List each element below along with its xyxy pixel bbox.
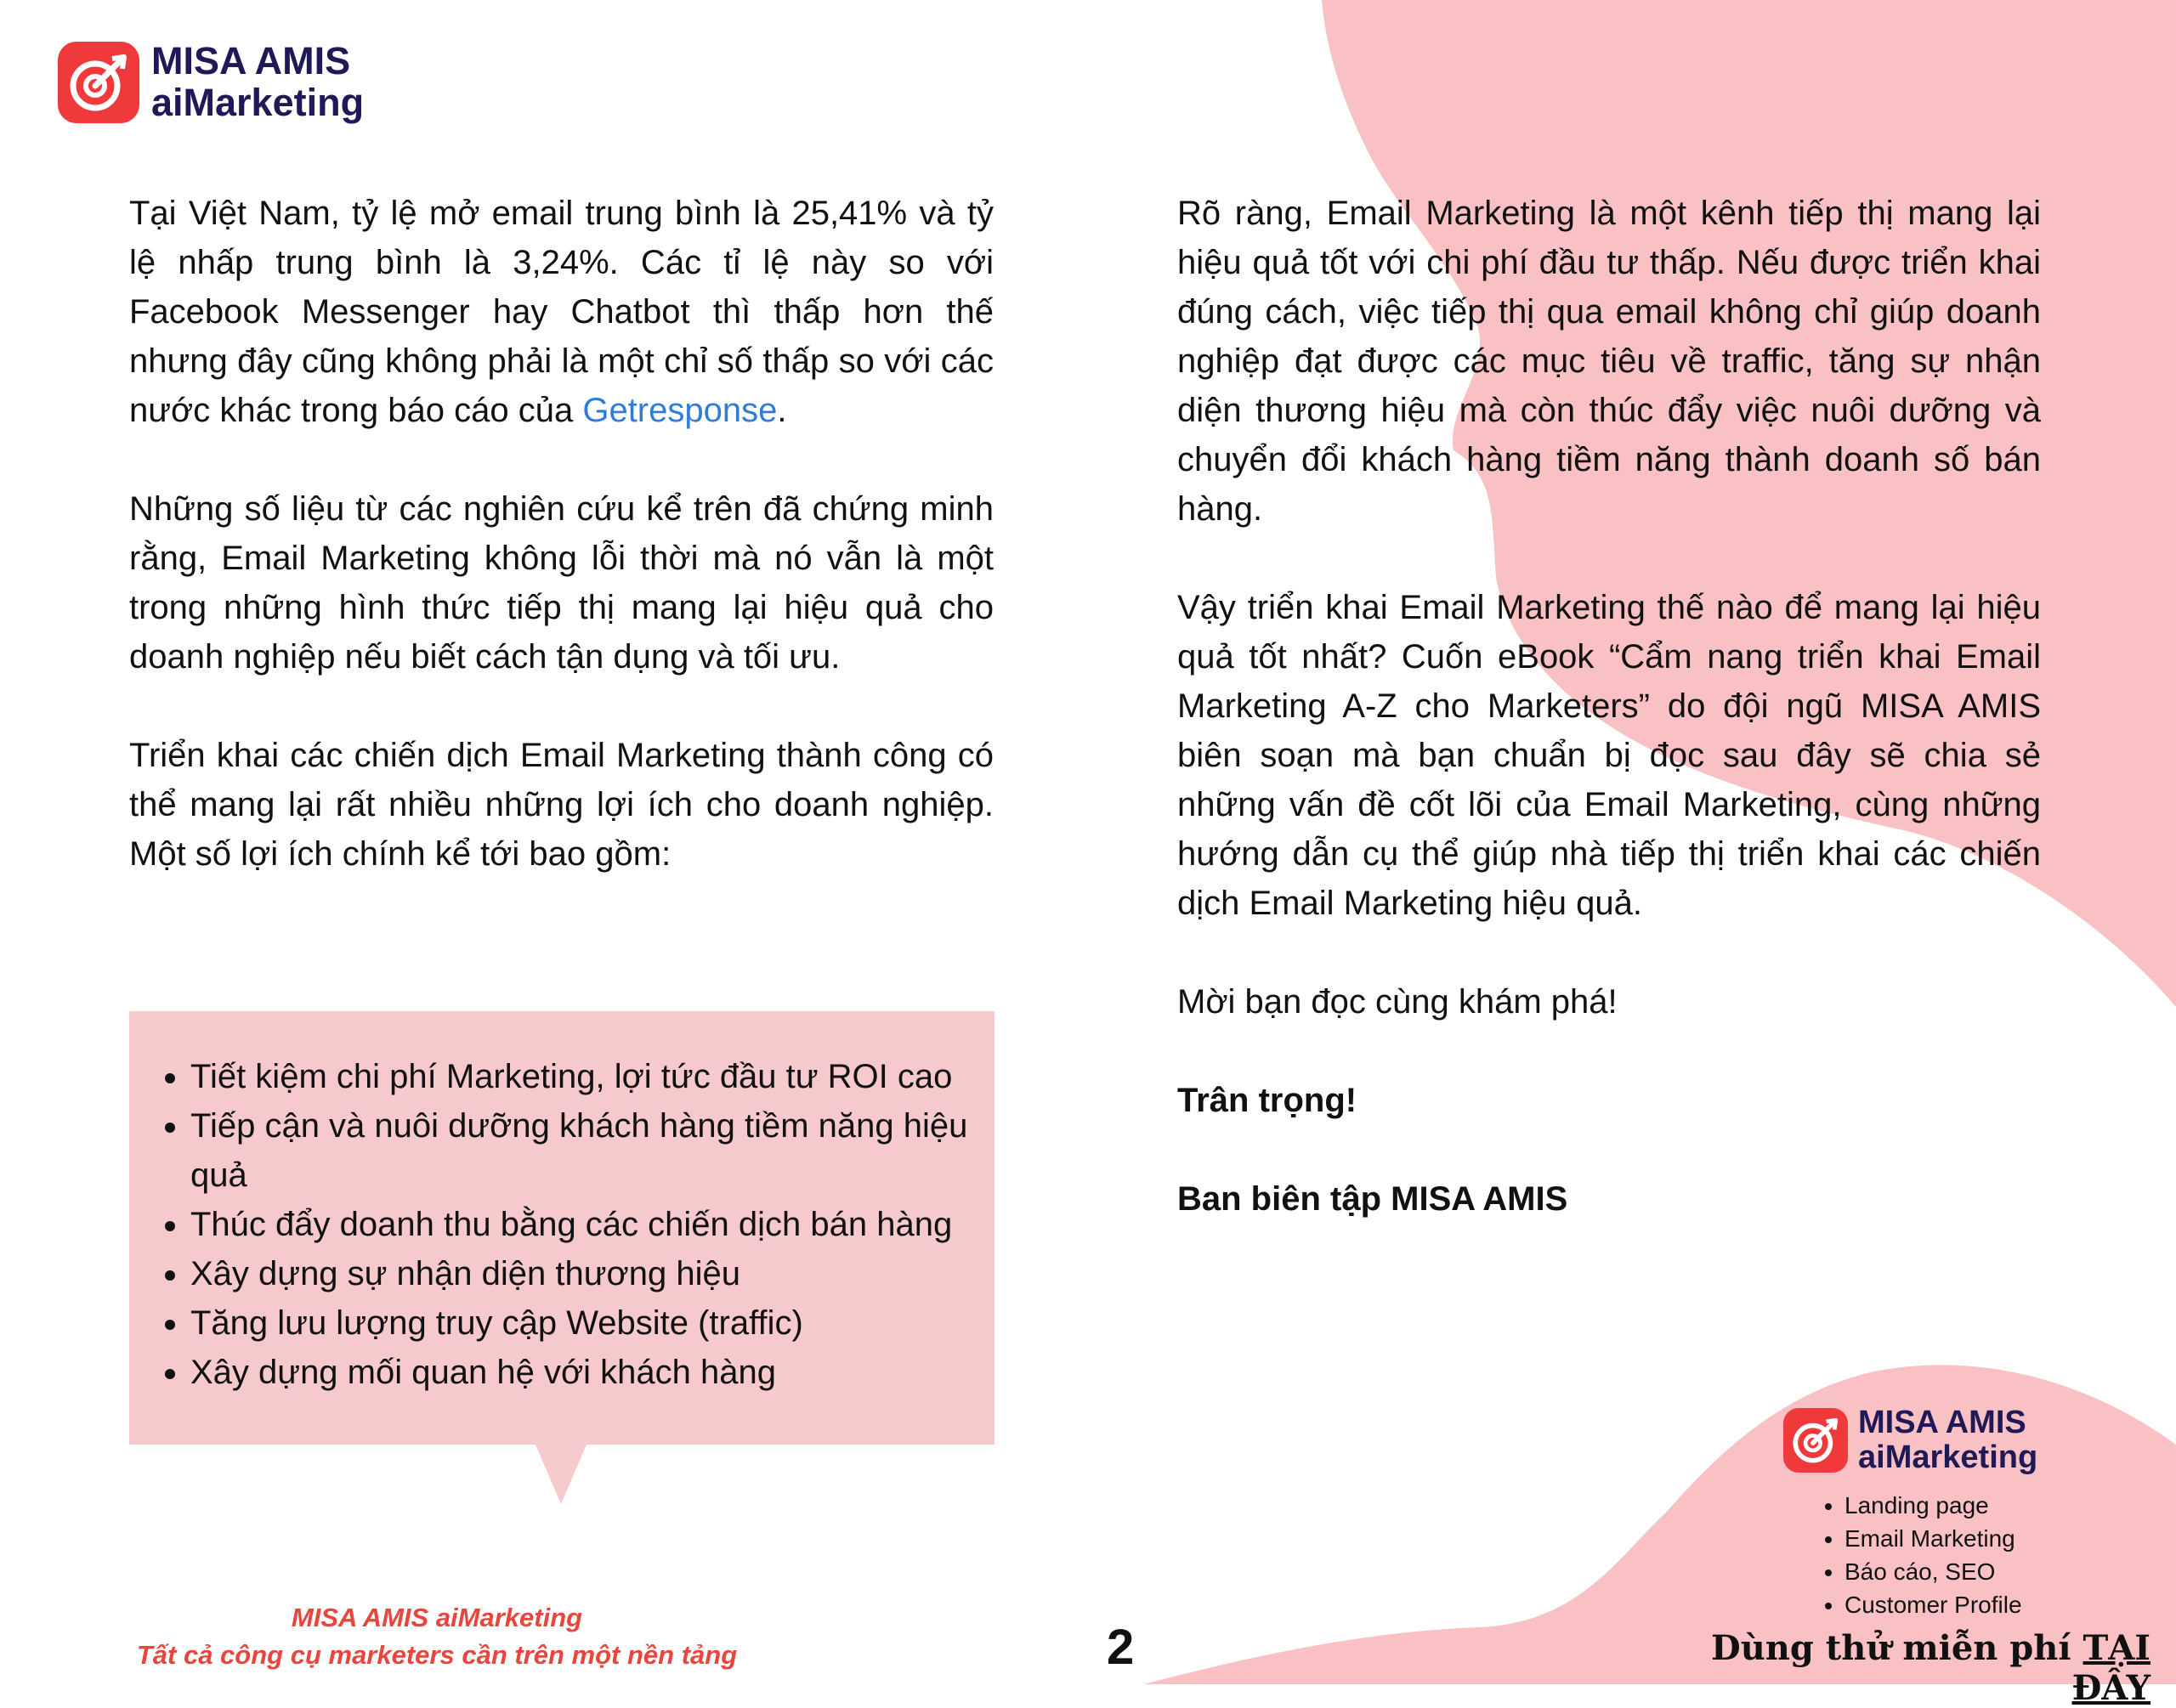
benefits-callout <box>129 1011 994 1445</box>
benefits-intro-paragraph: Triển khai các chiến dịch Email Marketing thành công có thể mang lại rất nhiều những lợi ích cho doanh nghiệp. Một số lợi ích chính kể tới bao gồm: <box>129 737 994 873</box>
benefits-list <box>129 1052 984 1397</box>
brand-logo <box>58 41 364 123</box>
invite-paragraph: Mời bạn đọc cùng khám phá! <box>1177 983 1618 1021</box>
brand-name: MISA AMIS <box>151 39 351 82</box>
promo-logo <box>1783 1405 2037 1475</box>
list-item: • Landing page <box>1844 1489 2022 1522</box>
ebook-paragraph: Vậy triển khai Email Marketing thế nào để mang lại hiệu quả tốt nhất? Cuốn eBook “Cẩm nang triển khai Email Marketing A-Z cho Marketers” do đội ngũ MISA AMIS biên soạn mà bạn chuẩn bị đọc sau đây sẽ chia sẻ những vấn đề cốt lõi của Email Marketing, cùng những hướng dẫn cụ thể giúp nhà tiếp thị triển khai các chiến dịch Email Marketing hiệu quả. <box>1177 589 2041 922</box>
list-item: • Tiếp cận và nuôi dưỡng khách hàng tiềm năng hiệu quả <box>190 1101 984 1200</box>
intro-end: . <box>777 392 787 429</box>
list-item: • Báo cáo, SEO <box>1844 1555 2022 1588</box>
rocket-target-icon <box>58 42 139 123</box>
intro-paragraph <box>129 189 994 435</box>
free-trial-cta <box>1674 1628 2150 1708</box>
brand-product: aiMarketing <box>151 80 365 124</box>
list-item: • Email Marketing <box>1844 1522 2022 1555</box>
intro-text: Tại Việt Nam, tỷ lệ mở email trung bình là 25,41% và tỷ lệ nhấp trung bình là 3,24%. Các tỉ lệ này so với Facebook Messenger hay Chatbot thì thấp hơn thế nhưng đây cũng không phải là một chỉ số thấp so với các nước khác trong báo cáo của <box>129 195 994 429</box>
page-number: 2 <box>1107 1620 1135 1675</box>
list-item: • Xây dựng sự nhận diện thương hiệu <box>190 1249 984 1298</box>
summary-paragraph: Rõ ràng, Email Marketing là một kênh tiếp thị mang lại hiệu quả tốt với chi phí đầu tư thấp. Nếu được triển khai đúng cách, việc tiếp thị qua email không chỉ giúp doanh nghiệp đạt được các mục tiêu về traffic, tăng sự nhận diện thương hiệu mà còn thúc đẩy việc nuôi dưỡng và chuyển đổi khách hàng tiềm năng thành doanh số bán hàng. <box>1177 195 2041 528</box>
list-item: • Thúc đẩy doanh thu bằng các chiến dịch bán hàng <box>190 1200 984 1249</box>
footer-tagline <box>136 1599 738 1674</box>
promo-brand-name: MISA AMIS <box>1858 1405 2026 1440</box>
signature-greeting: Trân trọng! <box>1177 1082 1357 1119</box>
callout-tail <box>536 1445 586 1504</box>
list-item: • Tiết kiệm chi phí Marketing, lợi tức đầu tư ROI cao <box>190 1052 984 1101</box>
research-paragraph: Những số liệu từ các nghiên cứu kể trên đã chứng minh rằng, Email Marketing không lỗi thời mà nó vẫn là một trong những hình thức tiếp thị mang lại hiệu quả cho doanh nghiệp nếu biết cách tận dụng và tối ưu. <box>129 490 994 676</box>
promo-brand-product: aiMarketing <box>1858 1439 2038 1476</box>
list-item: • Tăng lưu lượng truy cập Website (traffic) <box>190 1298 984 1348</box>
list-item: • Xây dựng mối quan hệ với khách hàng <box>190 1348 984 1397</box>
promo-feature-list <box>1809 1489 2022 1621</box>
right-column <box>1177 189 2041 1273</box>
cta-link[interactable]: TẠI ĐÂY <box>2071 1628 2150 1708</box>
footer-slogan: Tất cả công cụ marketers cần trên một nền tảng <box>136 1640 738 1670</box>
left-column <box>129 189 994 928</box>
list-item: • Customer Profile <box>1844 1588 2022 1621</box>
footer-brand: MISA AMIS aiMarketing <box>291 1603 583 1632</box>
signature-team: Ban biên tập MISA AMIS <box>1177 1180 1568 1218</box>
getresponse-link[interactable]: Getresponse <box>582 392 778 429</box>
cta-text: Dùng thử miễn phí <box>1711 1628 2083 1668</box>
rocket-target-icon <box>1783 1408 1848 1473</box>
